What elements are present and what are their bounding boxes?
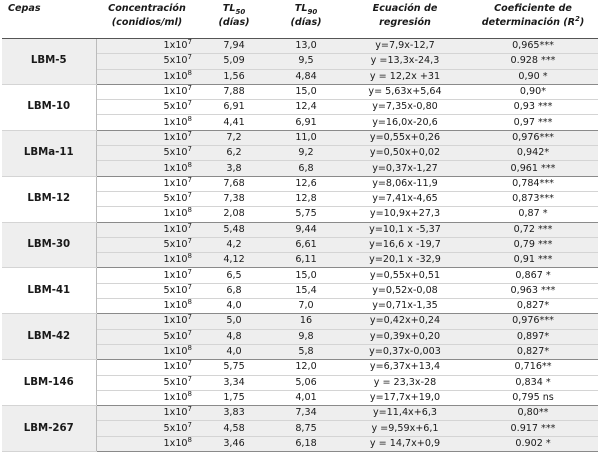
- header-r2-line2-post: ): [579, 17, 585, 28]
- concentration-cell: [96, 390, 198, 405]
- concentration-cell: [96, 222, 198, 237]
- concentration-cell: [96, 130, 198, 145]
- tl90-cell: 9,2: [270, 146, 342, 161]
- concentration-exponent: 8: [187, 206, 192, 215]
- tl90-cell: 4,84: [270, 69, 342, 84]
- concentration-base: 1x10: [163, 86, 188, 98]
- regression-equation-cell: y=7,35x-0,80: [342, 100, 468, 115]
- tl90-cell: 16: [270, 314, 342, 329]
- concentration-exponent: 8: [187, 435, 192, 444]
- tl50-cell: 7,68: [198, 176, 270, 191]
- header-tl50-unit: (días): [218, 17, 250, 28]
- concentration-exponent: 7: [187, 328, 192, 337]
- r2-cell: 0,976***: [468, 314, 598, 329]
- r2-cell: 0.928 ***: [468, 54, 598, 69]
- concentration-base: 1x10: [163, 437, 188, 449]
- concentration-exponent: 7: [187, 267, 192, 276]
- tl90-cell: 15,0: [270, 84, 342, 99]
- tl90-cell: 7,0: [270, 299, 342, 314]
- concentration-base: 1x10: [163, 300, 188, 312]
- strain-cell: [2, 222, 96, 268]
- regression-equation-cell: y=0,71x-1,35: [342, 299, 468, 314]
- tl50-cell: 7,38: [198, 191, 270, 206]
- concentration-cell: [96, 329, 198, 344]
- tl90-cell: 5,8: [270, 344, 342, 359]
- concentration-base: 1x10: [163, 391, 188, 403]
- concentration-exponent: 8: [187, 114, 192, 123]
- strain-cell: [2, 176, 96, 222]
- tl50-cell: 4,58: [198, 421, 270, 436]
- r2-cell: 0,79 ***: [468, 237, 598, 252]
- tl90-cell: 6,91: [270, 115, 342, 130]
- tl90-cell: 4,01: [270, 390, 342, 405]
- concentration-base: 5x10: [163, 284, 188, 296]
- strain-label: LBM-41: [27, 284, 71, 296]
- r2-cell: 0,90 *: [468, 69, 598, 84]
- regression-equation-cell: y=7,41x-4,65: [342, 191, 468, 206]
- header-tl90-sub: 90: [307, 7, 318, 16]
- concentration-cell: [96, 176, 198, 191]
- table-row: [2, 84, 598, 99]
- concentration-base: 5x10: [163, 376, 188, 388]
- header-eq-line1: Ecuación de: [372, 3, 438, 14]
- tl90-cell: 12,8: [270, 191, 342, 206]
- regression-equation-cell: y = 12,2x +31: [342, 69, 468, 84]
- tl50-cell: 7,88: [198, 84, 270, 99]
- r2-cell: 0,91 ***: [468, 253, 598, 268]
- r2-cell: 0.902 *: [468, 436, 598, 451]
- regression-equation-cell: y=0,42x+0,24: [342, 314, 468, 329]
- concentration-base: 1x10: [163, 361, 188, 373]
- header-r2-sup: 2: [575, 14, 580, 23]
- strain-cell: [2, 268, 96, 314]
- r2-cell: 0,897*: [468, 329, 598, 344]
- r2-cell: 0,784***: [468, 176, 598, 191]
- tl90-cell: 9,8: [270, 329, 342, 344]
- tl50-cell: 1,75: [198, 390, 270, 405]
- strain-cell: [2, 360, 96, 406]
- header-cepas-label: Cepas: [8, 3, 41, 14]
- concentration-base: 5x10: [163, 422, 188, 434]
- table-row: [2, 360, 598, 375]
- tl50-cell: 4,8: [198, 329, 270, 344]
- table-row: [2, 314, 598, 329]
- tl50-cell: 7,2: [198, 130, 270, 145]
- tl50-cell: 6,91: [198, 100, 270, 115]
- concentration-base: 1x10: [163, 177, 188, 189]
- tl90-cell: 8,75: [270, 421, 342, 436]
- tl50-cell: 6,8: [198, 283, 270, 298]
- tl90-cell: 5,75: [270, 207, 342, 222]
- concentration-cell: [96, 115, 198, 130]
- strain-cell: [2, 314, 96, 360]
- tl90-cell: 6,61: [270, 237, 342, 252]
- regression-equation-cell: y=20,1 x -32,9: [342, 253, 468, 268]
- concentration-exponent: 8: [187, 389, 192, 398]
- tl90-cell: 12,4: [270, 100, 342, 115]
- table-row: [2, 222, 598, 237]
- header-ecuacion: [342, 1, 468, 39]
- header-coeficiente: [468, 1, 598, 39]
- r2-cell: 0,827*: [468, 344, 598, 359]
- tl50-cell: 7,94: [198, 39, 270, 54]
- regression-equation-cell: y=8,06x-11,9: [342, 176, 468, 191]
- regression-equation-cell: y=0,39x+0,20: [342, 329, 468, 344]
- concentration-exponent: 7: [187, 175, 192, 184]
- concentration-cell: [96, 161, 198, 176]
- strain-cell: [2, 39, 96, 85]
- concentration-cell: [96, 191, 198, 206]
- r2-cell: 0,795 ns: [468, 390, 598, 405]
- header-conc-line1: Concentración: [108, 3, 186, 14]
- concentration-base: 1x10: [163, 407, 188, 419]
- table-row: [2, 176, 598, 191]
- table-row: [2, 39, 598, 54]
- concentration-exponent: 7: [187, 53, 192, 62]
- header-tl90: [270, 1, 342, 39]
- concentration-cell: [96, 436, 198, 451]
- concentration-base: 1x10: [163, 254, 188, 266]
- tl50-cell: 4,41: [198, 115, 270, 130]
- concentration-exponent: 8: [187, 343, 192, 352]
- concentration-exponent: 7: [187, 359, 192, 368]
- regression-equation-cell: y=0,37x-0,003: [342, 344, 468, 359]
- header-tl50-sub: 50: [235, 7, 246, 16]
- strain-cell: [2, 130, 96, 176]
- tl50-cell: 3,8: [198, 161, 270, 176]
- regression-equation-cell: y = 23,3x-28: [342, 375, 468, 390]
- concentration-exponent: 7: [187, 420, 192, 429]
- r2-cell: 0,716**: [468, 360, 598, 375]
- regression-equation-cell: y=10,9x+27,3: [342, 207, 468, 222]
- concentration-exponent: 8: [187, 298, 192, 306]
- strain-label: LBM-10: [27, 101, 71, 113]
- concentration-cell: [96, 283, 198, 298]
- regression-equation-cell: y=0,50x+0,02: [342, 146, 468, 161]
- regression-equation-cell: y=6,37x+13,4: [342, 360, 468, 375]
- regression-equation-cell: y =13,3x-24,3: [342, 54, 468, 69]
- tl50-cell: 6,5: [198, 268, 270, 283]
- concentration-exponent: 7: [187, 374, 192, 383]
- concentration-cell: [96, 253, 198, 268]
- tl90-cell: 6,11: [270, 253, 342, 268]
- tl90-cell: 12,6: [270, 176, 342, 191]
- r2-cell: 0,961 ***: [468, 161, 598, 176]
- tl90-cell: 9,5: [270, 54, 342, 69]
- header-concentracion: [96, 1, 198, 39]
- r2-cell: 0,873***: [468, 191, 598, 206]
- strain-cell: [2, 406, 96, 452]
- concentration-exponent: 7: [187, 129, 192, 138]
- regression-equation-cell: y =9,59x+6,1: [342, 421, 468, 436]
- concentration-cell: [96, 360, 198, 375]
- concentration-base: 1x10: [163, 40, 188, 52]
- r2-cell: 0,97 ***: [468, 115, 598, 130]
- tl90-cell: 15,0: [270, 268, 342, 283]
- tl50-cell: 6,2: [198, 146, 270, 161]
- header-conc-line2: (conidios/ml): [111, 17, 183, 28]
- tl90-cell: 5,06: [270, 375, 342, 390]
- concentration-exponent: 7: [187, 405, 192, 414]
- tl90-cell: 12,0: [270, 360, 342, 375]
- tl90-cell: 15,4: [270, 283, 342, 298]
- concentration-cell: [96, 299, 198, 314]
- r2-cell: 0,827*: [468, 299, 598, 314]
- concentration-exponent: 7: [187, 282, 192, 291]
- r2-cell: 0,942*: [468, 146, 598, 161]
- regression-equation-cell: y = 14,7x+0,9: [342, 436, 468, 451]
- concentration-exponent: 7: [187, 37, 192, 46]
- concentration-base: 5x10: [163, 55, 188, 67]
- regression-equation-cell: y=16,6 x -19,7: [342, 237, 468, 252]
- r2-cell: 0,963 ***: [468, 283, 598, 298]
- concentration-base: 1x10: [163, 162, 188, 174]
- tl90-cell: 11,0: [270, 130, 342, 145]
- concentration-base: 1x10: [163, 315, 188, 327]
- regression-equation-cell: y=0,52x-0,08: [342, 283, 468, 298]
- concentration-base: 5x10: [163, 330, 188, 342]
- regression-equation-cell: y=17,7x+19,0: [342, 390, 468, 405]
- strain-label: LBM-146: [23, 376, 74, 388]
- concentration-exponent: 8: [187, 252, 192, 261]
- header-r2-line2-pre: determinación (R: [481, 17, 576, 28]
- header-tl90-unit: (días): [290, 17, 322, 28]
- header-tl90-base: TL: [294, 3, 308, 14]
- concentration-exponent: 7: [187, 313, 192, 322]
- concentration-cell: [96, 344, 198, 359]
- concentration-cell: [96, 421, 198, 436]
- strain-label: LBM-267: [23, 422, 74, 434]
- strain-cell: [2, 84, 96, 130]
- r2-cell: 0,867 *: [468, 268, 598, 283]
- concentration-exponent: 7: [187, 145, 192, 154]
- strain-label: LBM-42: [27, 330, 71, 342]
- tl50-cell: 4,0: [198, 299, 270, 314]
- tl50-cell: 4,12: [198, 253, 270, 268]
- tl50-cell: 1,56: [198, 69, 270, 84]
- table-row: [2, 268, 598, 283]
- regression-equation-cell: y=10,1 x -5,37: [342, 222, 468, 237]
- header-cepas: [2, 1, 96, 39]
- regression-equation-cell: y= 5,63x+5,64: [342, 84, 468, 99]
- concentration-base: 5x10: [163, 239, 188, 250]
- concentration-cell: [96, 406, 198, 421]
- concentration-base: 1x10: [163, 116, 188, 128]
- concentration-cell: [96, 100, 198, 115]
- concentration-base: 1x10: [163, 70, 188, 82]
- regression-equation-cell: y=0,37x-1,27: [342, 161, 468, 176]
- tl50-cell: 4,2: [198, 237, 270, 252]
- tl50-cell: 4,0: [198, 344, 270, 359]
- header-r2-line1: Coeficiente de: [494, 3, 572, 14]
- concentration-cell: [96, 375, 198, 390]
- results-table-container: [2, 1, 598, 452]
- r2-cell: 0,93 ***: [468, 100, 598, 115]
- concentration-base: 1x10: [163, 269, 188, 281]
- regression-equation-cell: y=0,55x+0,26: [342, 130, 468, 145]
- concentration-exponent: 7: [187, 83, 192, 92]
- tl50-cell: 3,46: [198, 436, 270, 451]
- concentration-cell: [96, 146, 198, 161]
- concentration-exponent: 8: [187, 68, 192, 77]
- concentration-base: 1x10: [163, 131, 188, 143]
- header-tl50: [198, 1, 270, 39]
- tl50-cell: 3,34: [198, 375, 270, 390]
- concentration-exponent: 7: [187, 221, 192, 230]
- tl50-cell: 2,08: [198, 207, 270, 222]
- concentration-cell: [96, 268, 198, 283]
- concentration-base: 5x10: [163, 147, 188, 159]
- tl90-cell: 9,44: [270, 222, 342, 237]
- tl50-cell: 3,83: [198, 406, 270, 421]
- concentration-base: 5x10: [163, 193, 188, 205]
- concentration-exponent: 7: [187, 99, 192, 108]
- bioassay-results-table: [2, 1, 598, 452]
- header-row: [2, 1, 598, 39]
- tl50-cell: 5,09: [198, 54, 270, 69]
- concentration-base: 1x10: [163, 346, 188, 358]
- r2-cell: 0,87 *: [468, 207, 598, 222]
- r2-cell: 0,72 ***: [468, 222, 598, 237]
- regression-equation-cell: y=7,9x-12,7: [342, 39, 468, 54]
- table-body: [2, 39, 598, 452]
- tl90-cell: 13,0: [270, 39, 342, 54]
- tl50-cell: 5,0: [198, 314, 270, 329]
- concentration-cell: [96, 84, 198, 99]
- concentration-cell: [96, 207, 198, 222]
- tl50-cell: 5,48: [198, 222, 270, 237]
- r2-cell: 0.917 ***: [468, 421, 598, 436]
- regression-equation-cell: y=16,0x-20,6: [342, 115, 468, 130]
- table-row: [2, 406, 598, 421]
- concentration-base: 1x10: [163, 223, 188, 235]
- header-eq-line2: regresión: [379, 17, 431, 28]
- concentration-cell: [96, 54, 198, 69]
- r2-cell: 0,976***: [468, 130, 598, 145]
- tl90-cell: 7,34: [270, 406, 342, 421]
- concentration-exponent: 7: [187, 236, 192, 245]
- regression-equation-cell: y=11,4x+6,3: [342, 406, 468, 421]
- strain-label: LBMa-11: [23, 147, 74, 159]
- tl90-cell: 6,18: [270, 436, 342, 451]
- concentration-base: 1x10: [163, 208, 188, 220]
- concentration-cell: [96, 237, 198, 252]
- strain-label: LBM-30: [27, 239, 71, 250]
- concentration-exponent: 8: [187, 160, 192, 169]
- strain-label: LBM-12: [27, 193, 71, 205]
- concentration-cell: [96, 39, 198, 54]
- concentration-cell: [96, 314, 198, 329]
- strain-label: LBM-5: [30, 55, 67, 67]
- header-tl50-base: TL: [222, 3, 236, 14]
- r2-cell: 0,834 *: [468, 375, 598, 390]
- r2-cell: 0,80**: [468, 406, 598, 421]
- tl50-cell: 5,75: [198, 360, 270, 375]
- table-row: [2, 130, 598, 145]
- r2-cell: 0,965***: [468, 39, 598, 54]
- table-header: [2, 1, 598, 39]
- r2-cell: 0,90*: [468, 84, 598, 99]
- concentration-cell: [96, 69, 198, 84]
- regression-equation-cell: y=0,55x+0,51: [342, 268, 468, 283]
- concentration-base: 5x10: [163, 101, 188, 113]
- tl90-cell: 6,8: [270, 161, 342, 176]
- concentration-exponent: 7: [187, 190, 192, 199]
